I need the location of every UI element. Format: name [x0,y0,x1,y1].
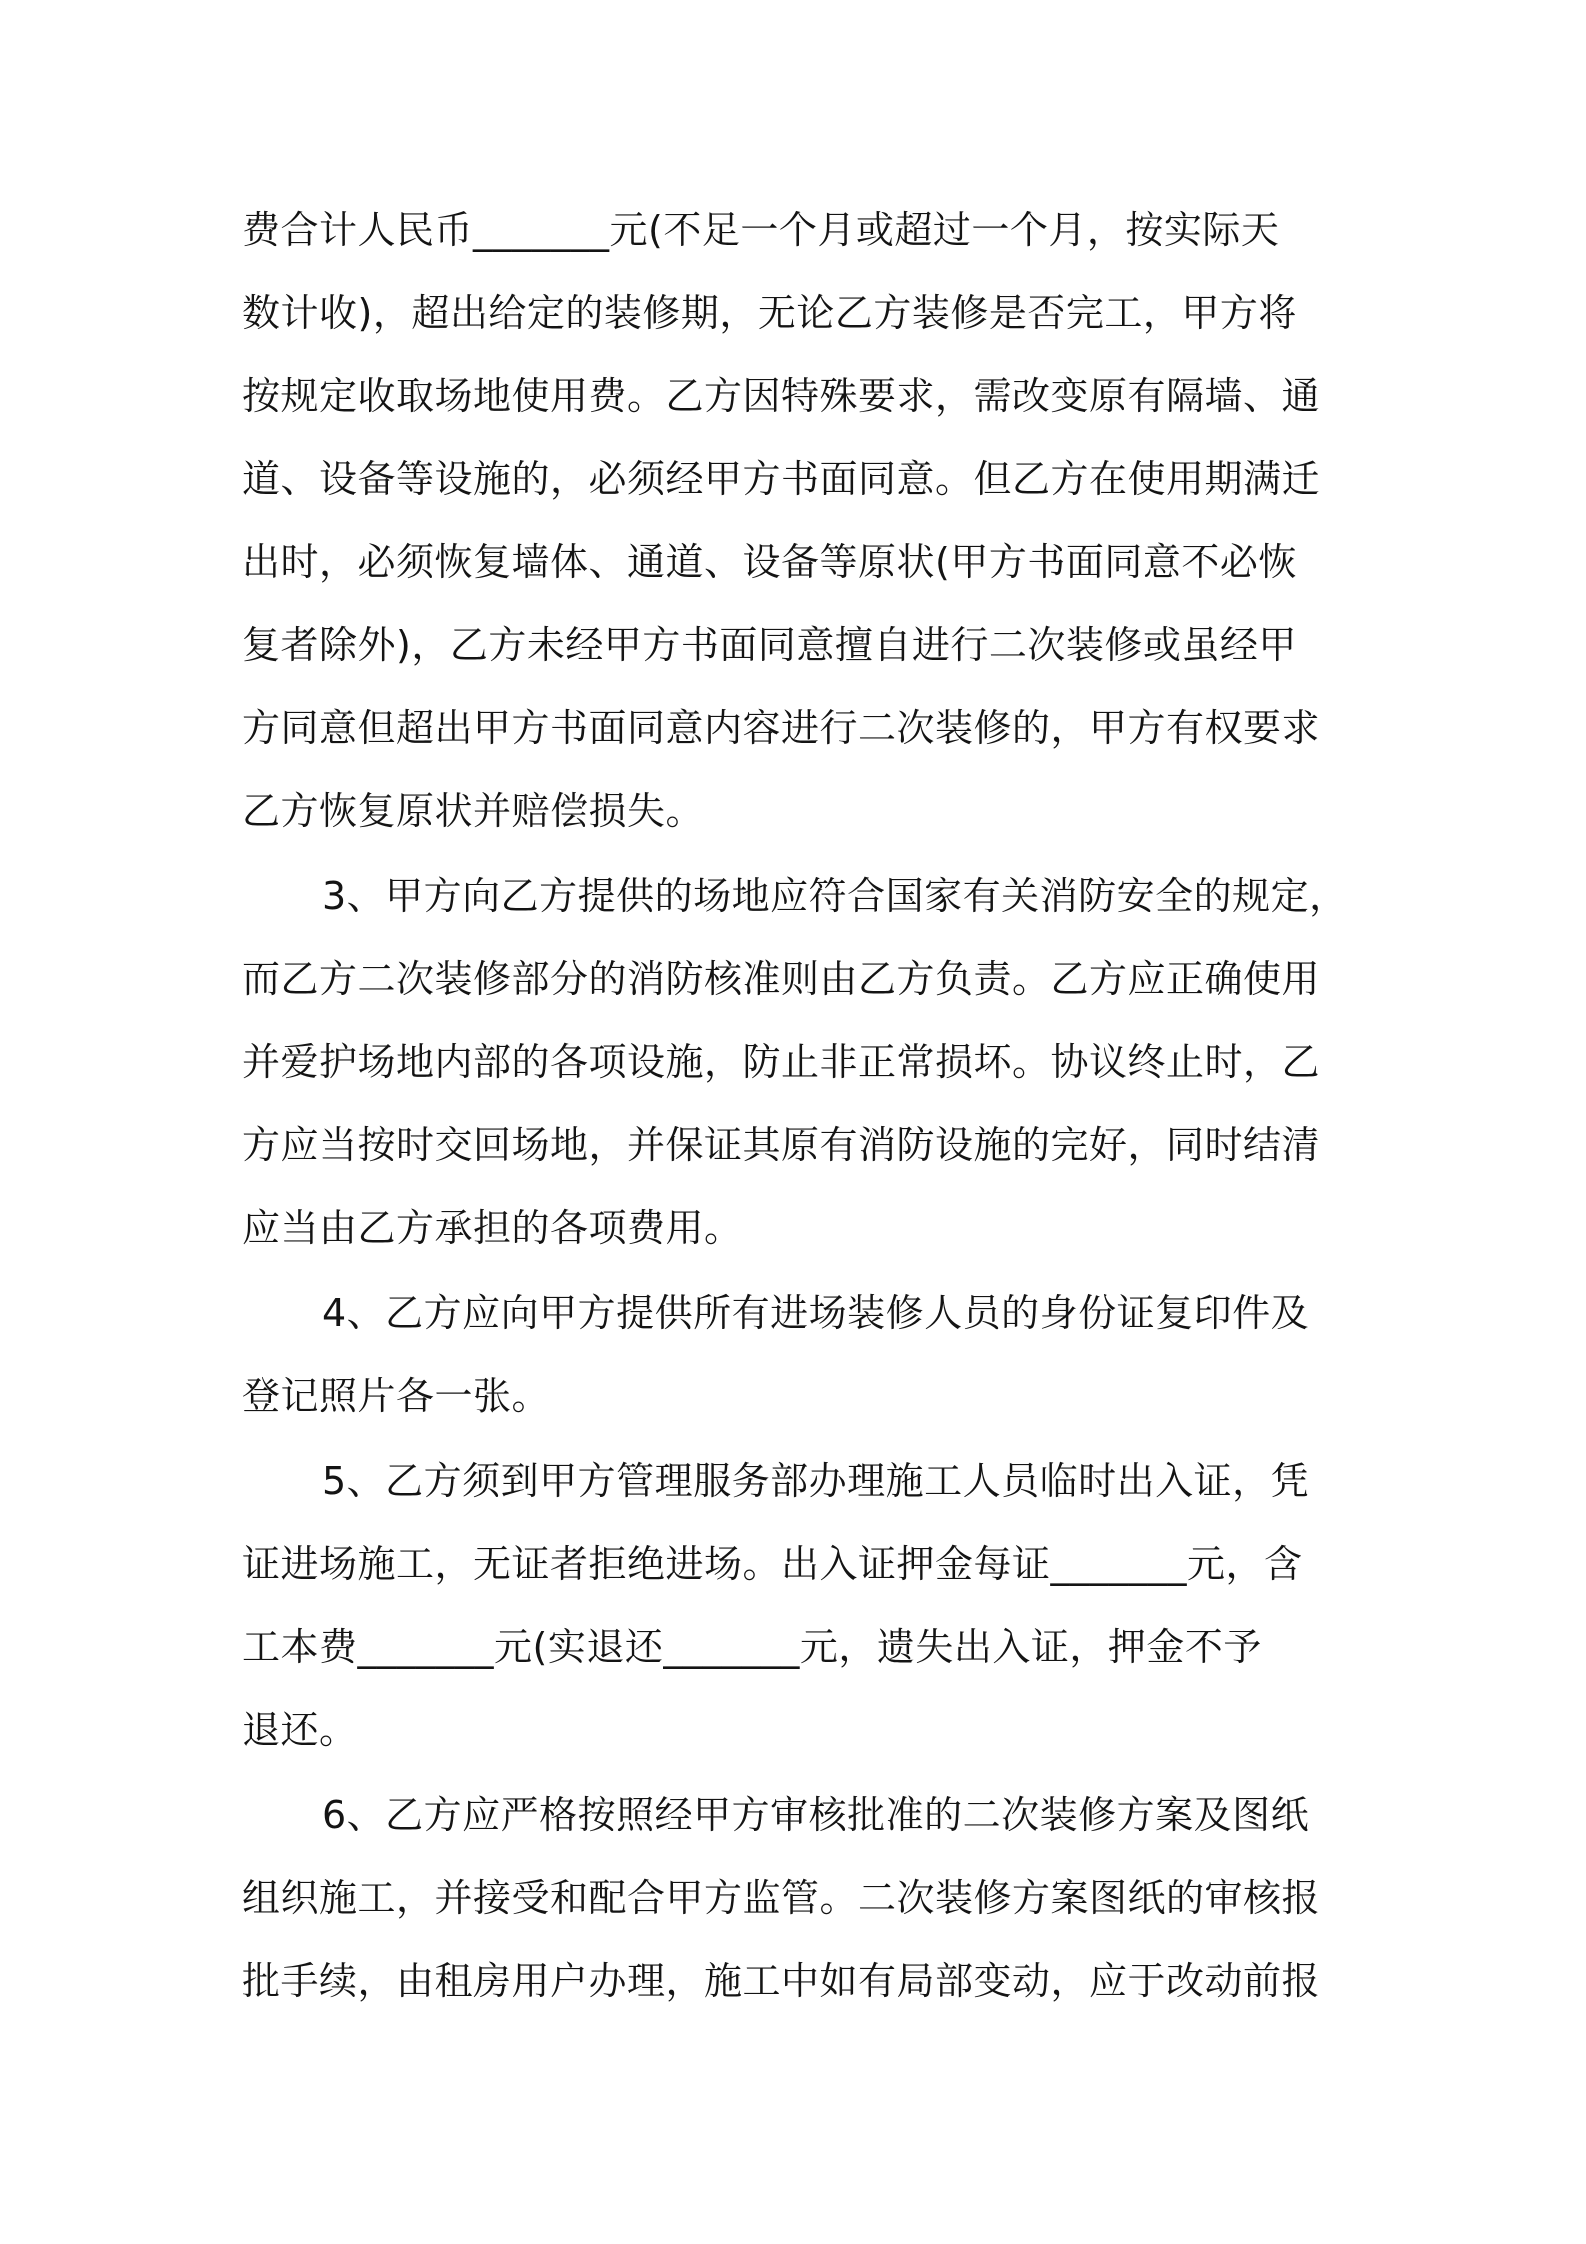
text-line: 登记照片各一张。 [242,1374,551,1418]
paragraph-5-start: 5、乙方须到甲方管理服务部办理施工人员临时出入证，凭 [322,1459,1310,1503]
text-line: 应当由乙方承担的各项费用。 [242,1206,743,1250]
text-line: 复者除外)，乙方未经甲方书面同意擅自进行二次装修或虽经甲 [242,623,1297,667]
text-line: 组织施工，并接受和配合甲方监管。二次装修方案图纸的审核报 [242,1876,1321,1920]
text-line: 工本费_______元(实退还_______元，遗失出入证，押金不予 [242,1625,1262,1669]
text-line: 退还。 [242,1708,358,1752]
text-line: 方应当按时交回场地，并保证其原有消防设施的完好，同时结清 [242,1123,1321,1167]
text-line: 费合计人民币_______元(不足一个月或超过一个月，按实际天 [242,208,1280,252]
text-line: 数计收)，超出给定的装修期，无论乙方装修是否完工，甲方将 [242,291,1297,335]
paragraph-4-start: 4、乙方应向甲方提供所有进场装修人员的身份证复印件及 [322,1291,1310,1335]
text-line: 而乙方二次装修部分的消防核准则由乙方负责。乙方应正确使用 [242,957,1321,1001]
text-line: 批手续，由租房用户办理，施工中如有局部变动，应于改动前报 [242,1959,1321,2003]
paragraph-6-start: 6、乙方应严格按照经甲方审核批准的二次装修方案及图纸 [322,1793,1310,1837]
text-line: 道、设备等设施的，必须经甲方书面同意。但乙方在使用期满迁 [242,457,1321,501]
text-line: 出时，必须恢复墙体、通道、设备等原状(甲方书面同意不必恢 [242,540,1297,584]
text-line: 按规定收取场地使用费。乙方因特殊要求，需改变原有隔墙、通 [242,374,1321,418]
text-line: 方同意但超出甲方书面同意内容进行二次装修的，甲方有权要求 [242,706,1321,750]
text-line: 并爱护场地内部的各项设施，防止非正常损坏。协议终止时，乙 [242,1040,1321,1084]
paragraph-3-start: 3、甲方向乙方提供的场地应符合国家有关消防安全的规定， [322,874,1348,918]
text-line: 乙方恢复原状并赔偿损失。 [242,789,705,833]
text-line: 证进场施工，无证者拒绝进场。出入证押金每证_______元，含 [242,1542,1303,1586]
